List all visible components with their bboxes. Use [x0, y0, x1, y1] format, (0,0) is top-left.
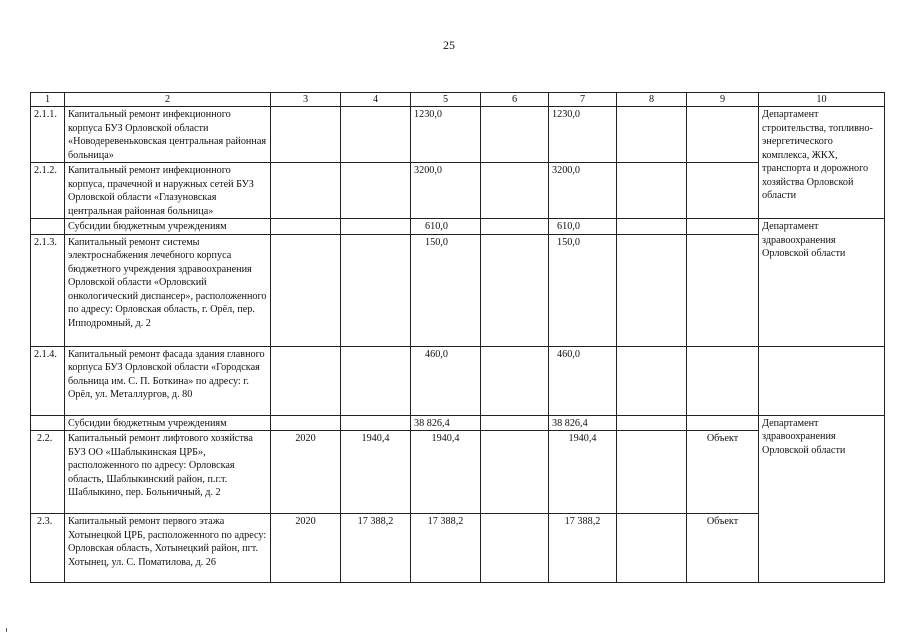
- table-row: [31, 163, 885, 219]
- responsible-department: Департамент здравоохранения Орловской области: [759, 415, 885, 583]
- cell-col4: 1940,4: [341, 431, 411, 514]
- col-header-3: 3: [271, 93, 341, 107]
- cell-col5: 38 826,4: [411, 415, 481, 431]
- cell-col8: [617, 514, 687, 583]
- row-id: 2.1.3.: [31, 234, 65, 346]
- cell-col3: 2020: [271, 431, 341, 514]
- col-header-4: 4: [341, 93, 411, 107]
- cell-col3: [271, 163, 341, 219]
- cell-col7: 3200,0: [549, 163, 617, 219]
- cell-col4: [341, 346, 411, 415]
- cell-col7: 38 826,4: [549, 415, 617, 431]
- cell-col9: [687, 219, 759, 235]
- cell-col9: [687, 107, 759, 163]
- row-id: 2.1.4.: [31, 346, 65, 415]
- col-header-9: 9: [687, 93, 759, 107]
- cell-col5: 1230,0: [411, 107, 481, 163]
- cell-col6: [481, 415, 549, 431]
- cell-col8: [617, 219, 687, 235]
- cell-col9: [687, 415, 759, 431]
- col-header-6: 6: [481, 93, 549, 107]
- col-header-8: 8: [617, 93, 687, 107]
- table-row: [31, 415, 885, 431]
- cell-col6: [481, 219, 549, 235]
- cell-col9: Объект: [687, 514, 759, 583]
- row-description: Капитальный ремонт первого этажа Хотынецкой ЦРБ, расположенного по адресу: Орловская область, Хотынецкий район, пгт. Хотынец, ул. С. Поматилова, д. 26: [65, 514, 271, 583]
- cell-col3: [271, 346, 341, 415]
- cell-col8: [617, 431, 687, 514]
- row-description: Субсидии бюджетным учреждениям: [65, 415, 271, 431]
- cell-col4: [341, 163, 411, 219]
- row-id: 2.1.1.: [31, 107, 65, 163]
- col-header-2: 2: [65, 93, 271, 107]
- cell-col6: [481, 107, 549, 163]
- cell-col5: 150,0: [411, 234, 481, 346]
- responsible-department: Департамент строительства, топливно-энергетического комплекса, ЖКХ, транспорта и дорожного хозяйства Орловской области: [759, 107, 885, 219]
- row-description: Капитальный ремонт лифтового хозяйства БУЗ ОО «Шаблыкинская ЦРБ», расположенного по адресу: Орловская область, Шаблыкинский район, п.г.т. Шаблыкино, пер. Больничный, д. 2: [65, 431, 271, 514]
- cell-col4: [341, 234, 411, 346]
- col-header-5: 5: [411, 93, 481, 107]
- cell-col9: [687, 346, 759, 415]
- cell-col7: 150,0: [549, 234, 617, 346]
- row-description: Капитальный ремонт системы электроснабжения лечебного корпуса бюджетного учреждения здравоохранения Орловской области «Орловский онкологический диспансер», расположенного по адресу: Орловская область, г. Орёл, пер. Ипподромный, д. 2: [65, 234, 271, 346]
- page-number: 25: [443, 38, 455, 52]
- cell-col5: 610,0: [411, 219, 481, 235]
- cell-col5: 460,0: [411, 346, 481, 415]
- table-row: [31, 514, 885, 583]
- cell-col4: [341, 219, 411, 235]
- cell-col5: 17 388,2: [411, 514, 481, 583]
- row-description: Капитальный ремонт инфекционного корпуса, прачечной и наружных сетей БУЗ Орловской области «Глазуновская центральная районная больница»: [65, 163, 271, 219]
- cell-col6: [481, 431, 549, 514]
- cell-col7: 460,0: [549, 346, 617, 415]
- header-row: [31, 93, 885, 107]
- row-id: 2.1.2.: [31, 163, 65, 219]
- col-header-10: 10: [759, 93, 885, 107]
- row-id: 2.2.: [31, 431, 65, 514]
- cell-col7: 1940,4: [549, 431, 617, 514]
- table-row: [31, 234, 885, 346]
- cell-col3: 2020: [271, 514, 341, 583]
- cell-col3: [271, 415, 341, 431]
- budget-table: [30, 92, 885, 583]
- cell-col4: [341, 107, 411, 163]
- cell-col3: [271, 219, 341, 235]
- cell-col3: [271, 234, 341, 346]
- cell-col6: [481, 514, 549, 583]
- table-row: [31, 107, 885, 163]
- cell-col9: [687, 163, 759, 219]
- responsible-department: Департамент здравоохранения Орловской области: [759, 219, 885, 347]
- table-row: [31, 219, 885, 235]
- row-description: Капитальный ремонт инфекционного корпуса БУЗ Орловской области «Новодеревеньковская центральная районная больница»: [65, 107, 271, 163]
- row-description: Субсидии бюджетным учреждениям: [65, 219, 271, 235]
- cell-col7: 17 388,2: [549, 514, 617, 583]
- row-id: [31, 415, 65, 431]
- cell-col6: [481, 234, 549, 346]
- col-header-1: 1: [31, 93, 65, 107]
- row-id: 2.3.: [31, 514, 65, 583]
- row-id: [31, 219, 65, 235]
- cell-col8: [617, 415, 687, 431]
- scan-artifact: [6, 628, 7, 632]
- cell-col6: [481, 346, 549, 415]
- cell-col8: [617, 234, 687, 346]
- cell-col9: Объект: [687, 431, 759, 514]
- cell-col4: [341, 415, 411, 431]
- cell-col8: [617, 107, 687, 163]
- cell-col3: [271, 107, 341, 163]
- col-header-7: 7: [549, 93, 617, 107]
- cell-col4: 17 388,2: [341, 514, 411, 583]
- cell-col7: 610,0: [549, 219, 617, 235]
- table-row: [31, 346, 885, 415]
- cell-col9: [687, 234, 759, 346]
- cell-col5: 1940,4: [411, 431, 481, 514]
- row-description: Капитальный ремонт фасада здания главного корпуса БУЗ Орловской области «Городская больница им. С. П. Боткина» по адресу: г. Орёл, ул. Металлургов, д. 80: [65, 346, 271, 415]
- cell-col5: 3200,0: [411, 163, 481, 219]
- cell-col8: [617, 163, 687, 219]
- cell-col8: [617, 346, 687, 415]
- responsible-department: [759, 346, 885, 415]
- cell-col7: 1230,0: [549, 107, 617, 163]
- cell-col6: [481, 163, 549, 219]
- table-row: [31, 431, 885, 514]
